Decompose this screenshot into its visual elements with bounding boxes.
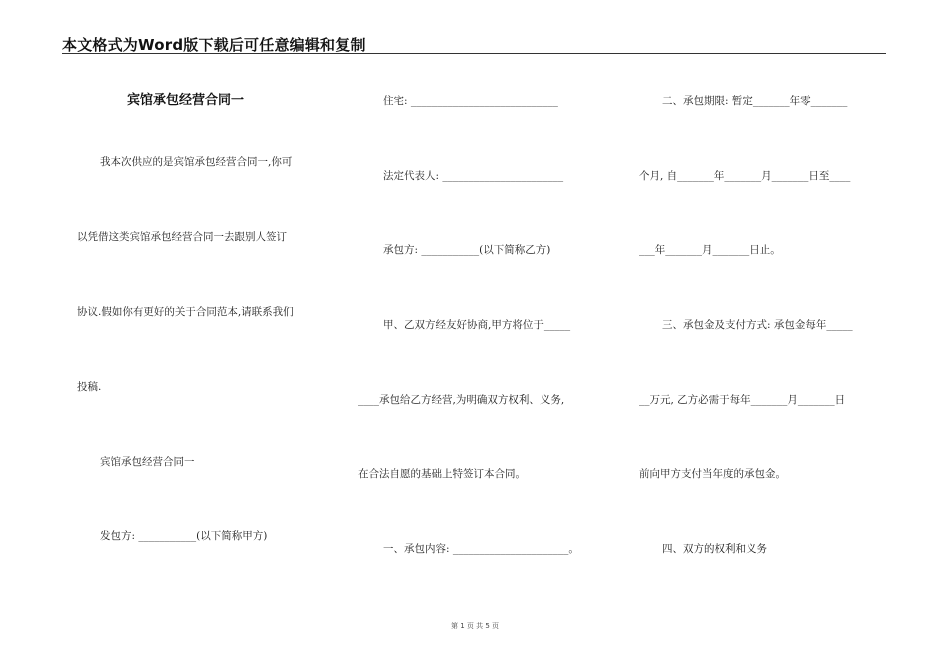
document-header: 本文格式为Word版下载后可任意编辑和复制 <box>62 36 366 54</box>
intro-line-3: 协议.假如你有更好的关于合同范本,请联系我们 <box>77 306 294 318</box>
contract-title: 宾馆承包经营合同一 <box>127 93 245 108</box>
clause-3-line-2: __万元, 乙方必需于每年_______月_______日 <box>639 394 846 406</box>
page-number: 第 1 页 共 5 页 <box>450 622 500 630</box>
clause-1-line: 一、承包内容: ______________________。 <box>383 543 579 555</box>
contract-subtitle: 宾馆承包经营合同一 <box>100 456 195 468</box>
clause-3-line-1: 三、承包金及支付方式: 承包金每年_____ <box>662 319 853 331</box>
header-divider <box>62 53 886 54</box>
intro-line-1: 我本次供应的是宾馆承包经营合同一,你可 <box>100 156 293 168</box>
party-b-line: 承包方: ___________(以下简称乙方) <box>383 244 551 256</box>
intro-line-4: 投稿. <box>77 381 102 393</box>
address-line: 住宅: ____________________________ <box>383 95 558 107</box>
clause-4-heading: 四、双方的权利和义务 <box>662 543 767 555</box>
agreement-para-line-1: 甲、乙双方经友好协商,甲方将位于_____ <box>383 319 571 331</box>
clause-2-line-3: ___年_______月_______日止。 <box>639 244 781 256</box>
agreement-para-line-2: ____承包给乙方经营,为明确双方权利、义务, <box>358 394 565 406</box>
agreement-para-line-3: 在合法自愿的基础上特签订本合同。 <box>358 468 526 480</box>
party-a-line: 发包方: ___________(以下简称甲方) <box>100 530 268 542</box>
legal-representative-line: 法定代表人: _______________________ <box>383 170 564 182</box>
clause-2-line-2: 个月, 自_______年_______月_______日至____ <box>639 170 851 182</box>
intro-line-2: 以凭借这类宾馆承包经营合同一去跟别人签订 <box>77 231 287 243</box>
clause-3-line-3: 前向甲方支付当年度的承包金。 <box>639 468 786 480</box>
clause-2-line-1: 二、承包期限: 暂定_______年零_______ <box>662 95 848 107</box>
